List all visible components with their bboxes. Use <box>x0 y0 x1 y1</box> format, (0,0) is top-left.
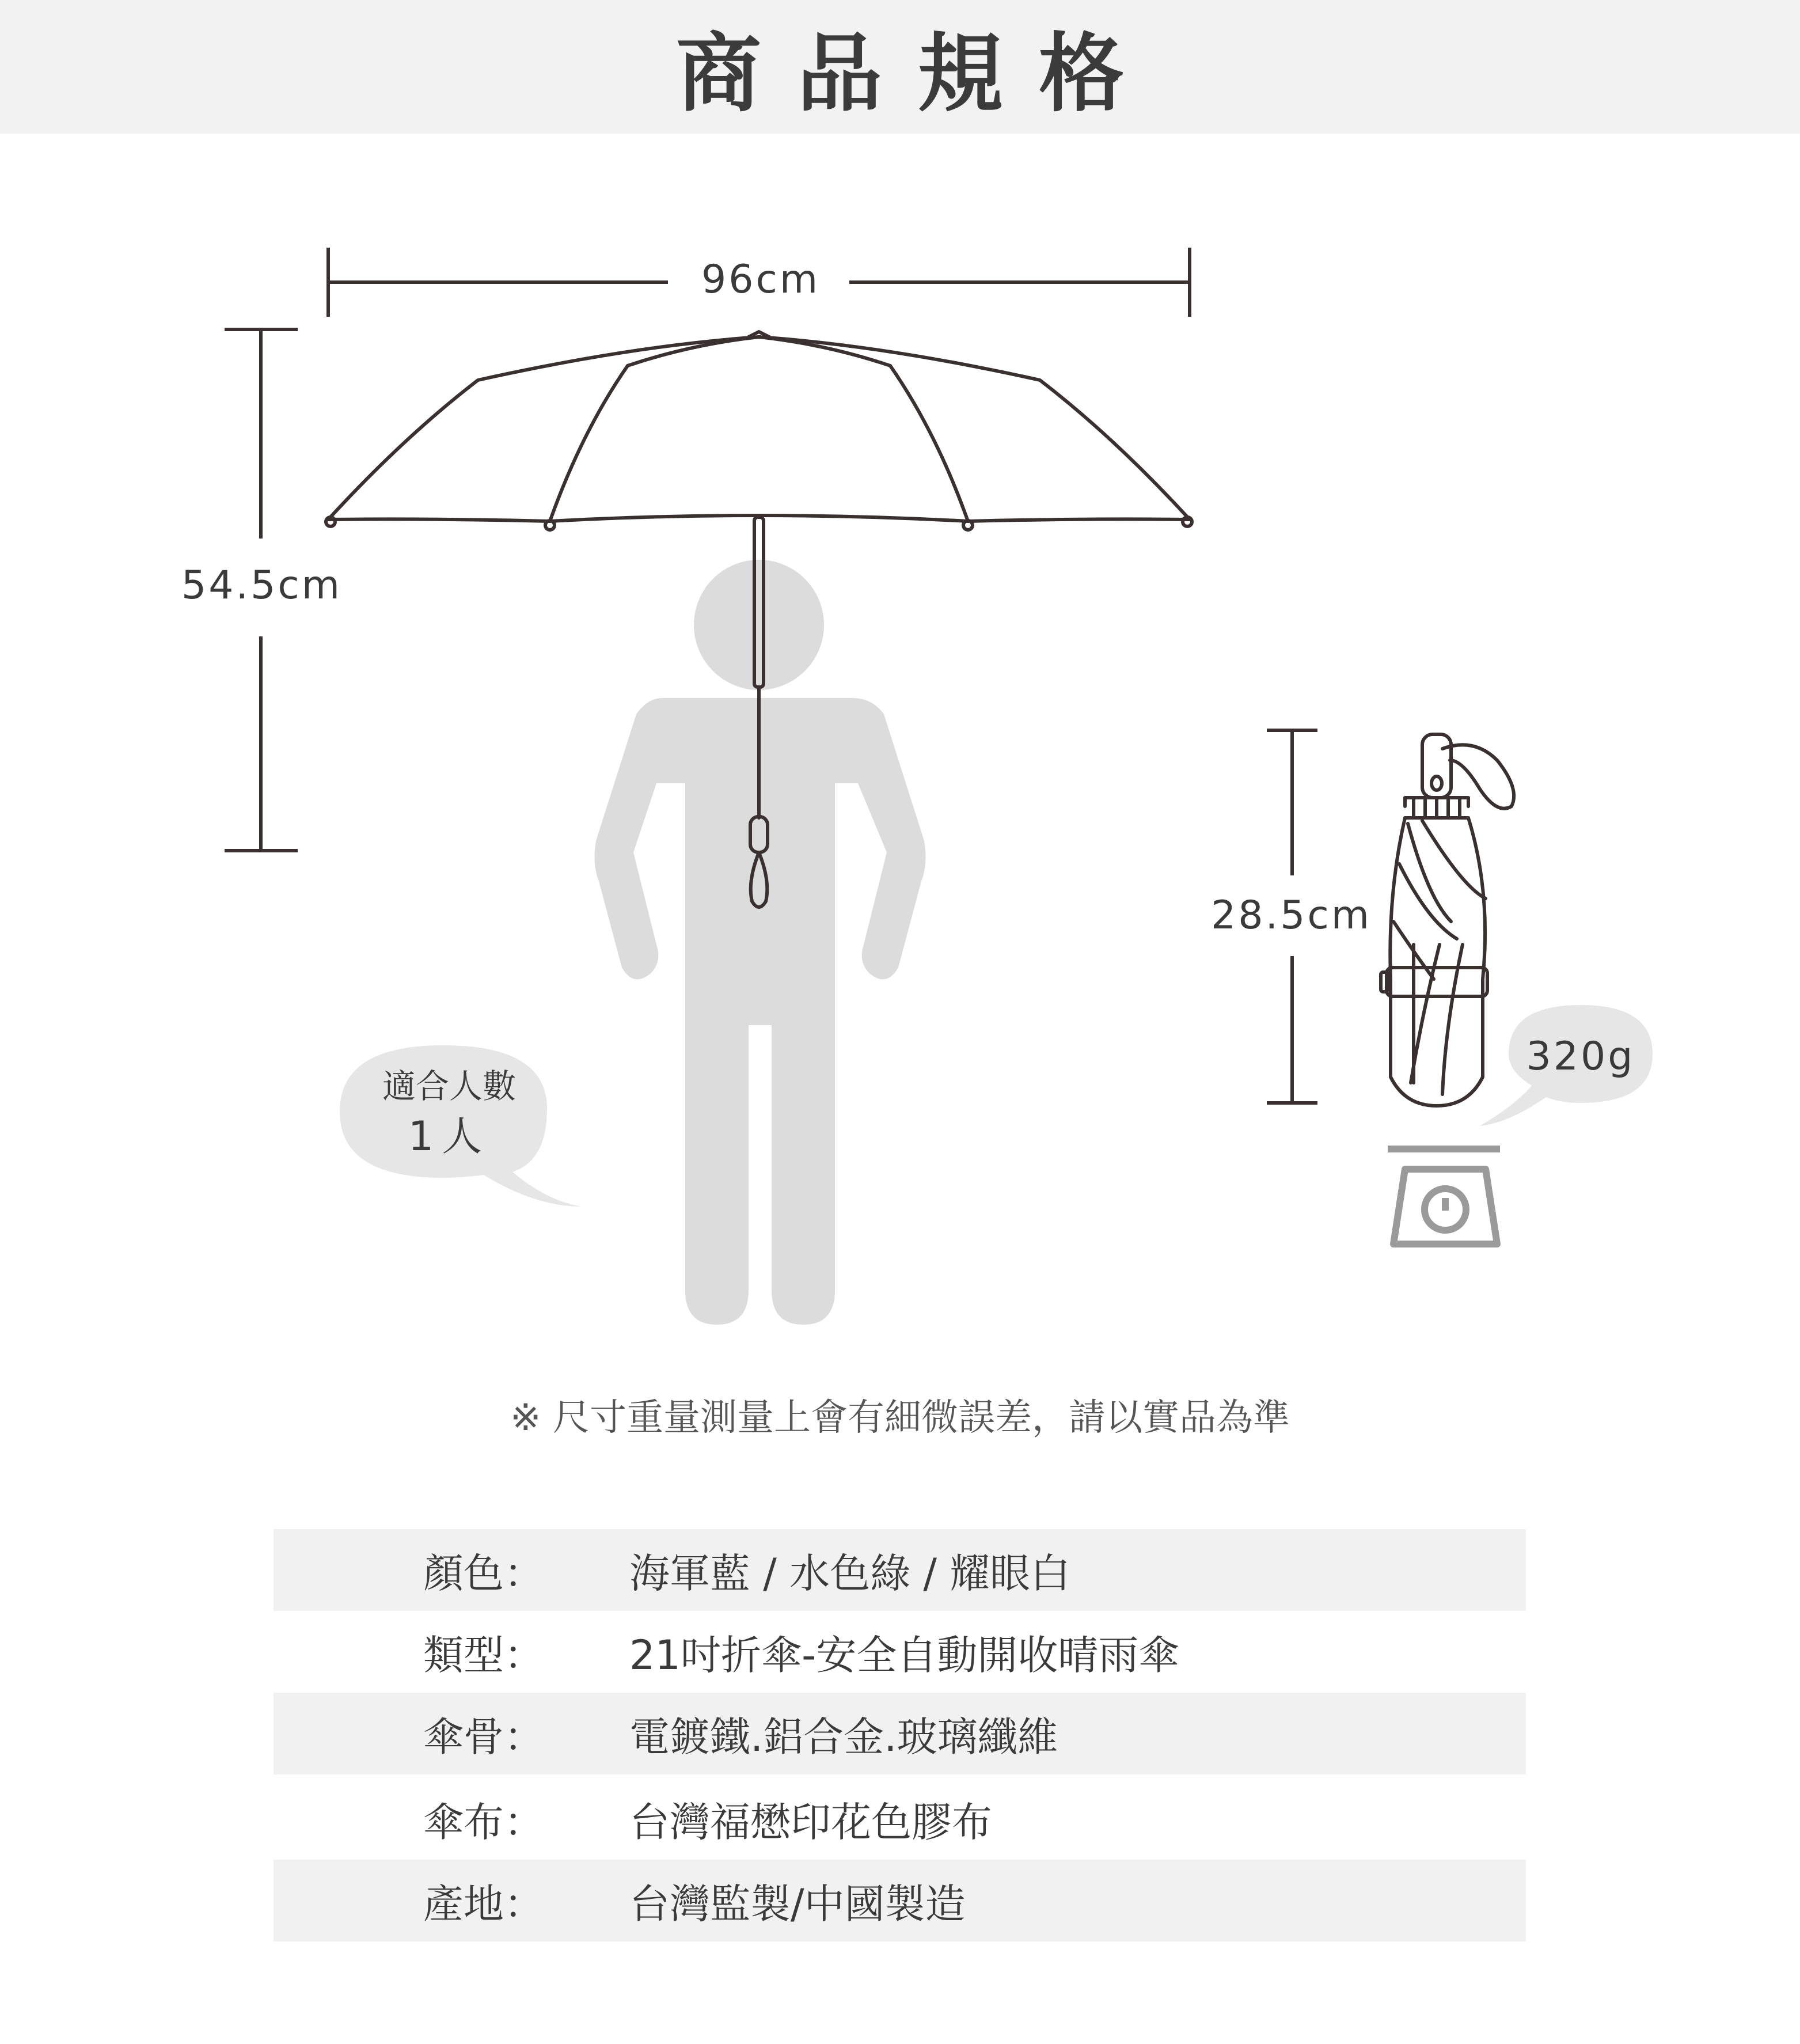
width-dimension-label: 96cm <box>701 257 821 302</box>
spec-row-color <box>274 1529 1526 1611</box>
page-title: 商品規格 <box>676 24 1160 123</box>
spec-value: 海軍藍 / 水色綠 / 耀眼白 <box>629 1549 1071 1597</box>
spec-row-frame <box>274 1693 1526 1774</box>
spec-table <box>274 1529 1526 1941</box>
spec-value: 台灣福懋印花色膠布 <box>629 1798 992 1846</box>
spec-label: 顏色： <box>423 1549 544 1597</box>
capacity-value: 1人 <box>408 1113 491 1160</box>
closed-length-label: 28.5cm <box>1211 893 1372 938</box>
spec-label: 產地： <box>423 1880 544 1928</box>
spec-value: 21吋折傘-安全自動開收晴雨傘 <box>629 1631 1179 1679</box>
spec-value: 電鍍鐵.鋁合金.玻璃纖維 <box>629 1713 1058 1761</box>
capacity-label: 適合人數 <box>382 1067 516 1106</box>
spec-row-origin <box>274 1860 1526 1941</box>
scale-icon <box>1388 1149 1500 1244</box>
person-silhouette <box>594 560 925 1325</box>
spec-label: 傘骨： <box>423 1713 544 1761</box>
spec-label: 傘布： <box>423 1798 544 1846</box>
spec-row-type <box>274 1611 1526 1693</box>
spec-label: 類型： <box>423 1631 544 1679</box>
spec-value: 台灣監製/中國製造 <box>629 1880 966 1928</box>
closed-umbrella <box>1381 734 1514 1106</box>
height-dimension-label: 54.5cm <box>181 563 343 608</box>
spec-row-fabric <box>274 1778 1526 1860</box>
weight-value: 320g <box>1526 1034 1635 1079</box>
measurement-note: ※ 尺寸重量測量上會有細微誤差，請以實品為準 <box>510 1397 1290 1439</box>
